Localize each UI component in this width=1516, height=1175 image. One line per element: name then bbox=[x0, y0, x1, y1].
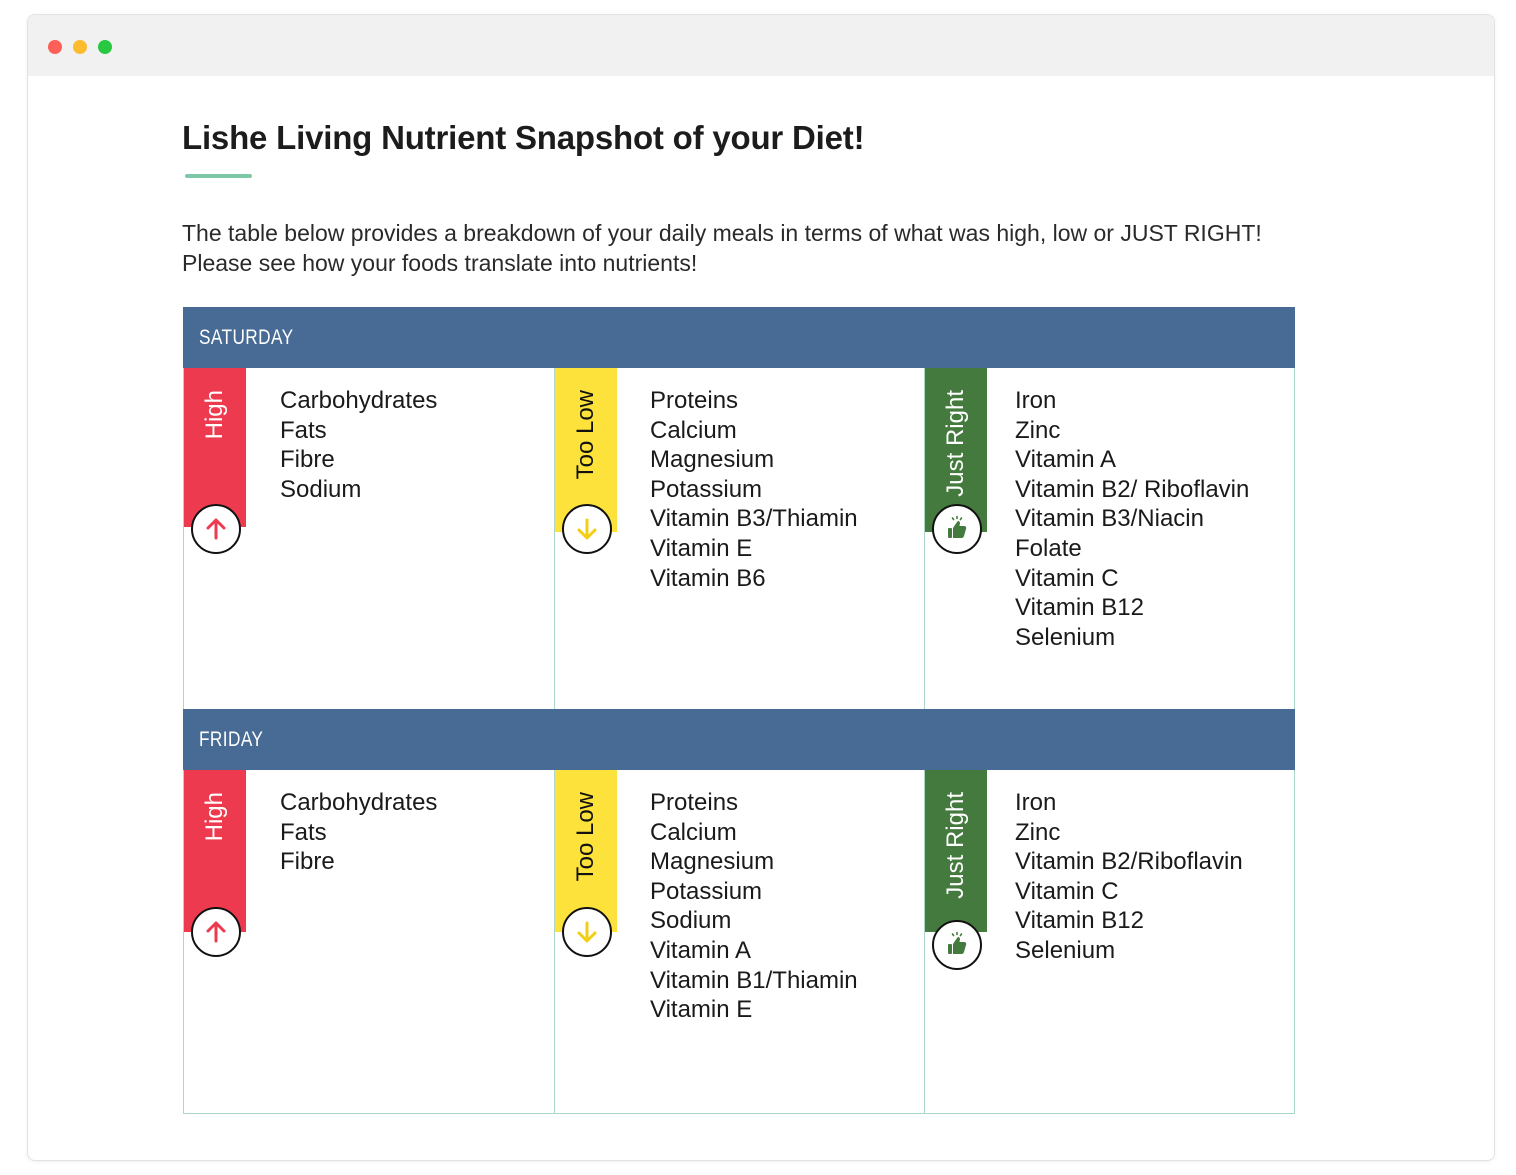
arrow-down-icon bbox=[562, 504, 612, 554]
list-item: Calcium bbox=[650, 416, 737, 444]
day-header-saturday bbox=[183, 307, 1295, 368]
day-section-saturday bbox=[183, 368, 1295, 709]
category-high bbox=[184, 368, 554, 709]
thumbs-up-icon bbox=[932, 920, 982, 970]
category-just-right bbox=[924, 368, 1294, 709]
nutrient-list bbox=[1015, 386, 1249, 652]
category-just-right bbox=[924, 770, 1294, 1113]
list-item: Proteins bbox=[650, 387, 739, 414]
list-item: Vitamin B3/Thiamin bbox=[650, 505, 858, 533]
category-label: High bbox=[201, 390, 228, 440]
category-label: Too Low bbox=[572, 390, 599, 480]
list-item: Carbohydrates bbox=[280, 789, 438, 816]
title-underline bbox=[185, 174, 252, 178]
nutrient-list bbox=[280, 788, 437, 877]
list-item: Vitamin E bbox=[650, 534, 753, 562]
list-item: Potassium bbox=[650, 877, 763, 905]
intro-text bbox=[182, 218, 1382, 278]
list-item: Selenium bbox=[1015, 623, 1116, 651]
category-too-low bbox=[554, 368, 924, 709]
list-item: Iron bbox=[1015, 387, 1057, 414]
list-item: Vitamin B2/ Riboflavin bbox=[1015, 475, 1250, 503]
list-item: Vitamin A bbox=[1015, 446, 1116, 474]
list-item: Vitamin B6 bbox=[650, 564, 766, 592]
nutrient-list bbox=[1015, 788, 1243, 966]
close-window-dot[interactable] bbox=[48, 40, 62, 54]
day-name: FRIDAY bbox=[199, 728, 264, 751]
list-item: Zinc bbox=[1015, 416, 1061, 444]
list-item: Vitamin C bbox=[1015, 564, 1119, 592]
list-item: Proteins bbox=[650, 789, 739, 816]
thumbs-up-icon bbox=[932, 504, 982, 554]
list-item: Vitamin B12 bbox=[1015, 594, 1144, 622]
category-label: High bbox=[201, 792, 228, 842]
window-titlebar bbox=[28, 15, 1494, 76]
list-item: Magnesium bbox=[650, 848, 775, 876]
list-item: Sodium bbox=[280, 475, 362, 503]
intro-line-2: Please see how your foods translate into nutrients! bbox=[182, 250, 698, 276]
list-item: Fibre bbox=[280, 848, 335, 876]
category-high bbox=[184, 770, 554, 1113]
just-right-ribbon bbox=[925, 770, 987, 932]
list-item: Vitamin B12 bbox=[1015, 907, 1144, 935]
list-item: Fats bbox=[280, 818, 327, 846]
minimize-window-dot[interactable] bbox=[73, 40, 87, 54]
list-item: Potassium bbox=[650, 475, 763, 503]
page-title: Lishe Living Nutrient Snapshot of your Diet! bbox=[182, 119, 865, 156]
nutrient-list bbox=[650, 386, 858, 593]
nutrient-list bbox=[280, 386, 437, 504]
list-item: Magnesium bbox=[650, 446, 775, 474]
list-item: Fibre bbox=[280, 446, 335, 474]
day-header-friday bbox=[183, 709, 1295, 770]
list-item: Folate bbox=[1015, 534, 1082, 562]
list-item: Vitamin B2/Riboflavin bbox=[1015, 848, 1243, 876]
intro-line-1: The table below provides a breakdown of your daily meals in terms of what was high, low or JUST RIGHT! bbox=[182, 220, 1262, 246]
category-label: Too Low bbox=[572, 792, 599, 882]
maximize-window-dot[interactable] bbox=[98, 40, 112, 54]
list-item: Carbohydrates bbox=[280, 387, 438, 414]
list-item: Zinc bbox=[1015, 818, 1061, 846]
list-item: Fats bbox=[280, 416, 327, 444]
arrow-up-icon bbox=[191, 504, 241, 554]
category-label: Just Right bbox=[942, 792, 969, 899]
browser-window bbox=[27, 14, 1495, 1161]
list-item: Vitamin C bbox=[1015, 877, 1119, 905]
list-item: Vitamin B3/Niacin bbox=[1015, 505, 1204, 533]
category-too-low bbox=[554, 770, 924, 1113]
arrow-down-icon bbox=[562, 907, 612, 957]
category-label: Just Right bbox=[942, 390, 969, 497]
list-item: Iron bbox=[1015, 789, 1057, 816]
list-item: Calcium bbox=[650, 818, 737, 846]
list-item: Selenium bbox=[1015, 936, 1116, 964]
list-item: Vitamin A bbox=[650, 936, 751, 964]
nutrient-list bbox=[650, 788, 858, 1025]
arrow-up-icon bbox=[191, 907, 241, 957]
day-name: SATURDAY bbox=[199, 326, 294, 349]
list-item: Sodium bbox=[650, 907, 732, 935]
day-section-friday bbox=[183, 770, 1295, 1114]
list-item: Vitamin E bbox=[650, 996, 753, 1024]
list-item: Vitamin B1/Thiamin bbox=[650, 966, 858, 994]
